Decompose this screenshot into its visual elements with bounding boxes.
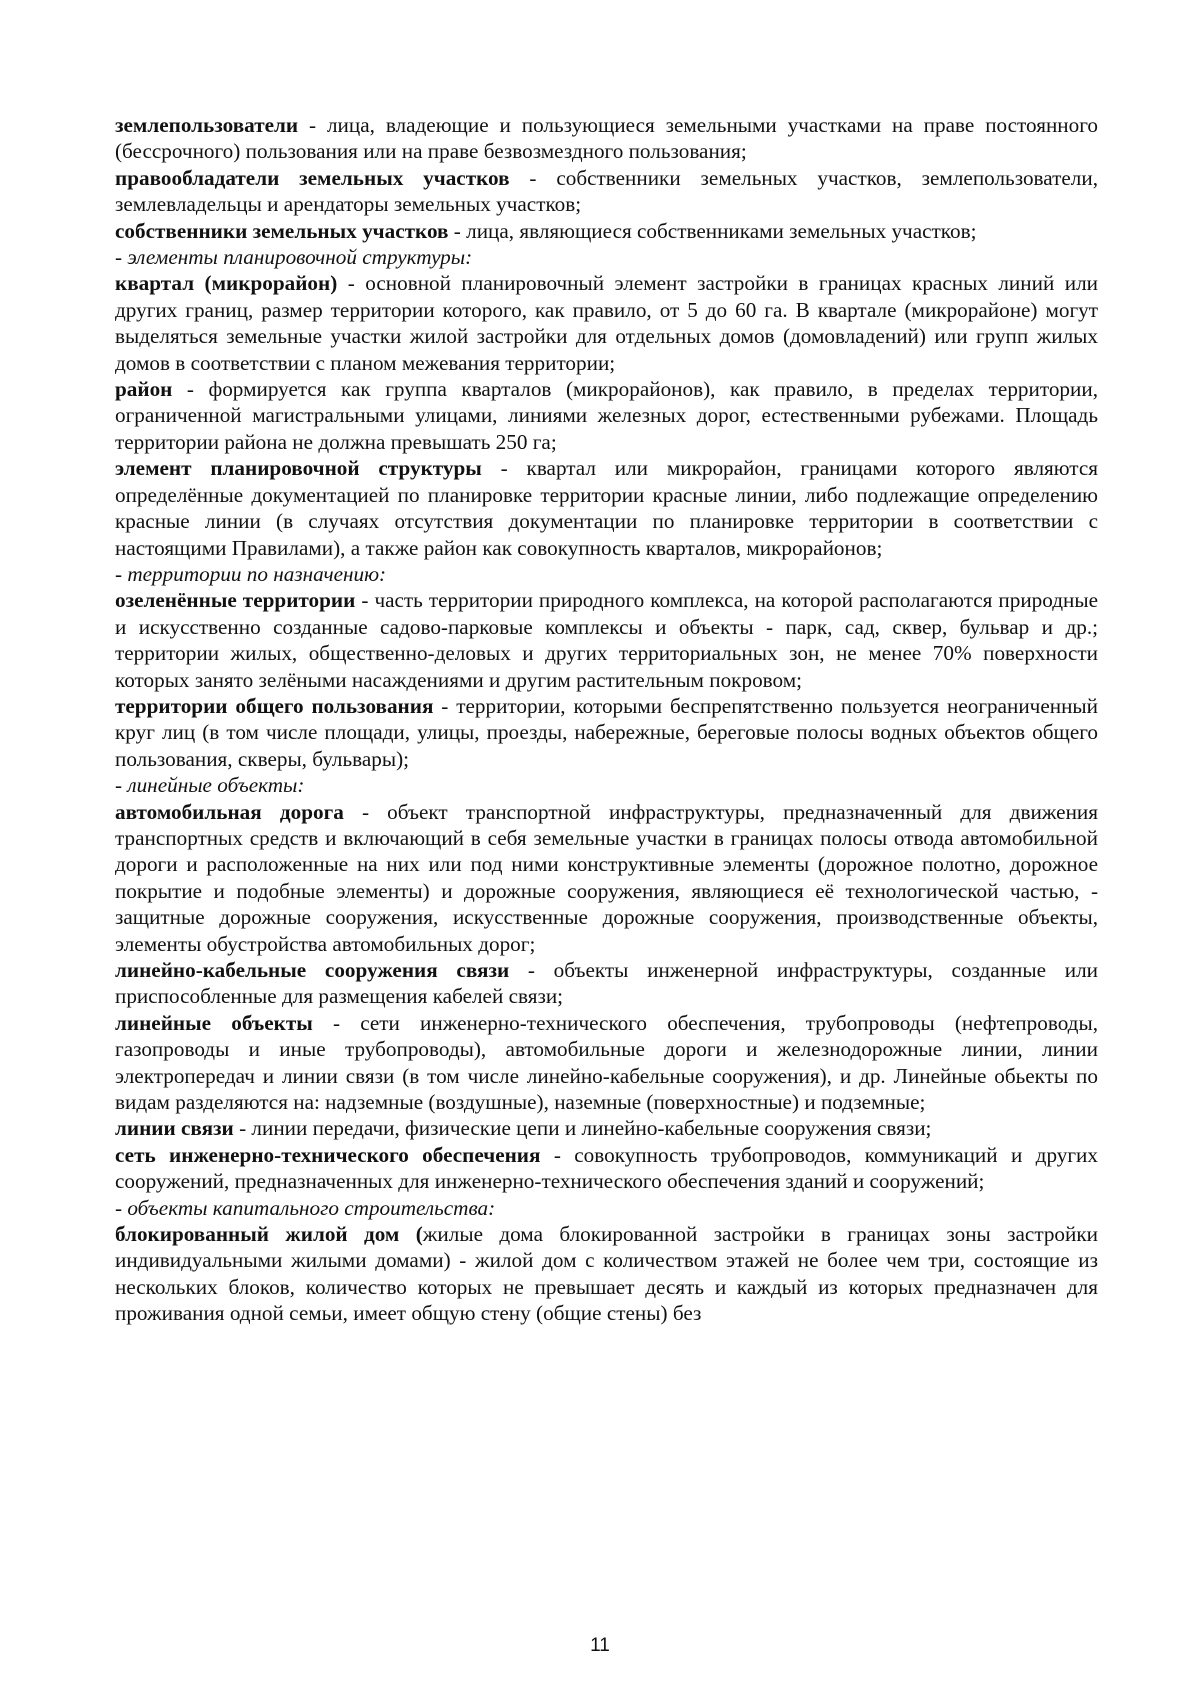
definition: - сети инженерно-технического обеспечения, трубопроводы (нефтепроводы, газопроводы и иные трубопроводы), автомобильные дороги и железнодорожные линии, линии электропередач и линии связи (в том числе линейно-кабельные сооружения), и др. Линейные обьекты по видам разделяются на: надземные (воздушные), наземные (поверхностные) и подземные; bbox=[115, 1010, 1098, 1115]
definition-entry bbox=[115, 693, 1098, 772]
definition-entry bbox=[115, 270, 1098, 376]
definition: - совокупность трубопроводов, коммуникаций и других сооружений, предназначенных для инженерно-технического обеспечения зданий и сооружений; bbox=[115, 1142, 1098, 1194]
definition-entry bbox=[115, 376, 1098, 455]
section-heading: - объекты капитального строительства: bbox=[115, 1195, 496, 1220]
term: линейно-кабельные сооружения связи bbox=[115, 958, 510, 982]
document-page bbox=[115, 112, 1098, 1327]
definition: - лица, владеющие и пользующиеся земельными участками на праве постоянного (бессрочного) пользования или на праве безвозмездного пользования; bbox=[115, 113, 1098, 164]
definition-entry bbox=[115, 1010, 1098, 1116]
term: территории общего пользования bbox=[115, 693, 434, 718]
definition: - квартал или микрорайон, границами которого являются определённые документацией по планировке территории красные линии, либо подлежащие определению красные линии (в случаях отсутствия документации по планировке территории в соответствии с настоящими Правилами), а также район как совокупность кварталов, микрорайонов; bbox=[115, 456, 1098, 560]
term: землепользователи bbox=[115, 113, 299, 137]
definition-entry bbox=[115, 112, 1098, 165]
definition: - основной планировочный элемент застройки в границах красных линий или других границ, размер территории которого, как правило, от 5 до 60 га. В квартале (микрорайоне) могут выделяться земельные участки жилой застройки для отдельных домов (домовладений) или групп жилых домов в соответствии с планом межевания территории; bbox=[115, 271, 1098, 375]
definition-entry bbox=[115, 587, 1098, 693]
term: квартал (микрорайон) bbox=[115, 271, 338, 296]
definition: - линии передачи, физические цепи и линейно-кабельные сооружения связи; bbox=[233, 1116, 932, 1141]
term: район bbox=[115, 377, 173, 402]
definition: - собственники земельных участков, землепользователи, землевладельцы и арендаторы земельных участков; bbox=[115, 165, 1098, 217]
term: автомобильная дорога bbox=[115, 799, 344, 824]
definition-entry bbox=[115, 799, 1098, 957]
definition-entry bbox=[115, 165, 1098, 218]
term: озеленённые территории bbox=[115, 588, 356, 613]
definition-entry bbox=[115, 1221, 1098, 1327]
definition: - лица, являющиеся собственниками земельных участков; bbox=[448, 218, 977, 243]
term: линейные объекты bbox=[115, 1010, 313, 1035]
definition: - объект транспортной инфраструктуры, предназначенный для движения транспортных средств и включающий в себя земельные участки в границах полосы отвода автомобильной дороги и расположенные на них или под ними конструктивные элементы (дорожное полотно, дорожное покрытие и подобные элементы) и дорожные сооружения, являющиеся её технологической частью, - защитные дорожные сооружения, искусственные дорожные сооружения, производственные объекты, элементы обустройства автомобильных дорог; bbox=[115, 799, 1098, 956]
definition: - территории, которыми беспрепятственно пользуется неограниченный круг лиц (в том числе площади, улицы, проезды, набережные, береговые полосы водных объектов общего пользования, скверы, бульвары); bbox=[115, 693, 1098, 771]
term: элемент планировочной структуры bbox=[115, 456, 482, 481]
definition-entry bbox=[115, 1115, 1098, 1141]
definition: жилые дома блокированной застройки в границах зоны застройки индивидуальными жилыми домами) - жилой дом с количеством этажей не более чем три, состоящие из нескольких блоков, количество которых не превышает десять и каждый из которых предназначен для проживания одной семьи, имеет общую стену (общие стены) без bbox=[115, 1222, 1098, 1326]
definition-entry bbox=[115, 218, 1098, 244]
definition-entry bbox=[115, 1142, 1098, 1195]
term: сеть инженерно-технического обеспечения bbox=[115, 1142, 541, 1167]
section-heading: - элементы планировочной структуры: bbox=[115, 245, 473, 270]
page-number: 11 bbox=[590, 1635, 610, 1656]
term: линии связи bbox=[115, 1116, 234, 1141]
definition-entry bbox=[115, 455, 1098, 561]
term: правообладатели земельных участков bbox=[115, 165, 510, 190]
section-heading: - территории по назначению: bbox=[115, 561, 387, 586]
term: собственники земельных участков bbox=[115, 218, 449, 243]
definition: - часть территории природного комплекса, на которой располагаются природные и искусственно созданные садово-парковые комплексы и объекты - парк, сад, сквер, бульвар и др.; территории жилых, общественно-деловых и других территориальных зон, не менее 70% поверхности которых занято зелёными насаждениями и другим растительным покровом; bbox=[115, 588, 1098, 692]
definition: - объекты инженерной инфраструктуры, созданные или приспособленные для размещения кабелей связи; bbox=[115, 958, 1098, 1009]
definition-entry bbox=[115, 957, 1098, 1010]
definition: - формируется как группа кварталов (микрорайонов), как правило, в пределах территории, ограниченной магистральными улицами, линиями железных дорог, естественными рубежами. Площадь территории района не должна превышать 250 га; bbox=[115, 377, 1098, 454]
term: блокированный жилой дом ( bbox=[115, 1222, 423, 1247]
section-heading: - линейные объекты: bbox=[115, 773, 305, 798]
